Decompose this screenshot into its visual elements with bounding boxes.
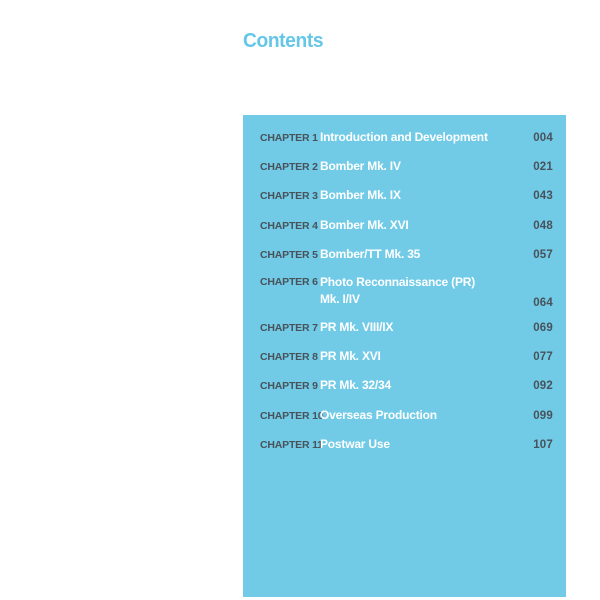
toc-chapter-label: CHAPTER 4 bbox=[260, 219, 318, 232]
toc-entry bbox=[260, 313, 553, 342]
toc-page-number: 092 bbox=[533, 380, 553, 393]
toc-page-number: 021 bbox=[533, 160, 553, 173]
toc-chapter-label: CHAPTER 8 bbox=[260, 350, 318, 363]
toc-chapter-label: CHAPTER 9 bbox=[260, 380, 318, 393]
toc-chapter-title: Photo Reconnaissance (PR) Mk. I/IV bbox=[320, 274, 476, 307]
toc-chapter-label: CHAPTER 10 bbox=[260, 409, 324, 422]
toc-entry bbox=[260, 182, 553, 211]
toc-entry bbox=[260, 269, 553, 313]
toc-page-number: 048 bbox=[533, 219, 553, 232]
toc-page-number: 043 bbox=[533, 190, 553, 203]
toc-chapter-title: PR Mk. VIII/IX bbox=[320, 319, 394, 334]
toc-chapter-label: CHAPTER 3 bbox=[260, 190, 318, 203]
toc-chapter-label: CHAPTER 5 bbox=[260, 248, 318, 261]
toc-chapter-title: Introduction and Development bbox=[320, 129, 488, 144]
toc-entry bbox=[260, 430, 553, 459]
toc-chapter-title: Bomber Mk. XVI bbox=[320, 217, 409, 232]
toc-entry bbox=[260, 240, 553, 269]
toc-page-number: 064 bbox=[533, 297, 553, 310]
toc-chapter-label: CHAPTER 2 bbox=[260, 160, 318, 173]
toc-page-number: 057 bbox=[533, 248, 553, 261]
toc-entry bbox=[260, 342, 553, 371]
page-title: Contents bbox=[243, 30, 324, 52]
toc-page-number: 069 bbox=[533, 321, 553, 334]
toc-chapter-title: Bomber Mk. IX bbox=[320, 188, 401, 203]
toc-chapter-title: PR Mk. 32/34 bbox=[320, 378, 391, 393]
toc-entry bbox=[260, 401, 553, 430]
toc-chapter-label: CHAPTER 7 bbox=[260, 321, 318, 334]
toc-chapter-title: PR Mk. XVI bbox=[320, 349, 381, 364]
toc-chapter-title: Overseas Production bbox=[320, 407, 437, 422]
toc-page-number: 004 bbox=[533, 131, 553, 144]
toc-entry bbox=[260, 152, 553, 181]
toc-chapter-label: CHAPTER 1 bbox=[260, 131, 318, 144]
table-of-contents-panel bbox=[243, 115, 566, 597]
toc-entry bbox=[260, 372, 553, 401]
toc-chapter-title: Postwar Use bbox=[320, 437, 390, 452]
toc-entry bbox=[260, 211, 553, 240]
toc-chapter-title: Bomber/TT Mk. 35 bbox=[320, 247, 421, 262]
toc-chapter-title: Bomber Mk. IV bbox=[320, 159, 401, 174]
toc-page-number: 077 bbox=[533, 350, 553, 363]
toc-chapter-label: CHAPTER 6 bbox=[260, 275, 318, 288]
toc-chapter-label: CHAPTER 11 bbox=[260, 438, 323, 451]
toc-entry bbox=[260, 123, 553, 152]
toc-page-number: 107 bbox=[533, 438, 553, 451]
toc-page-number: 099 bbox=[533, 409, 553, 422]
